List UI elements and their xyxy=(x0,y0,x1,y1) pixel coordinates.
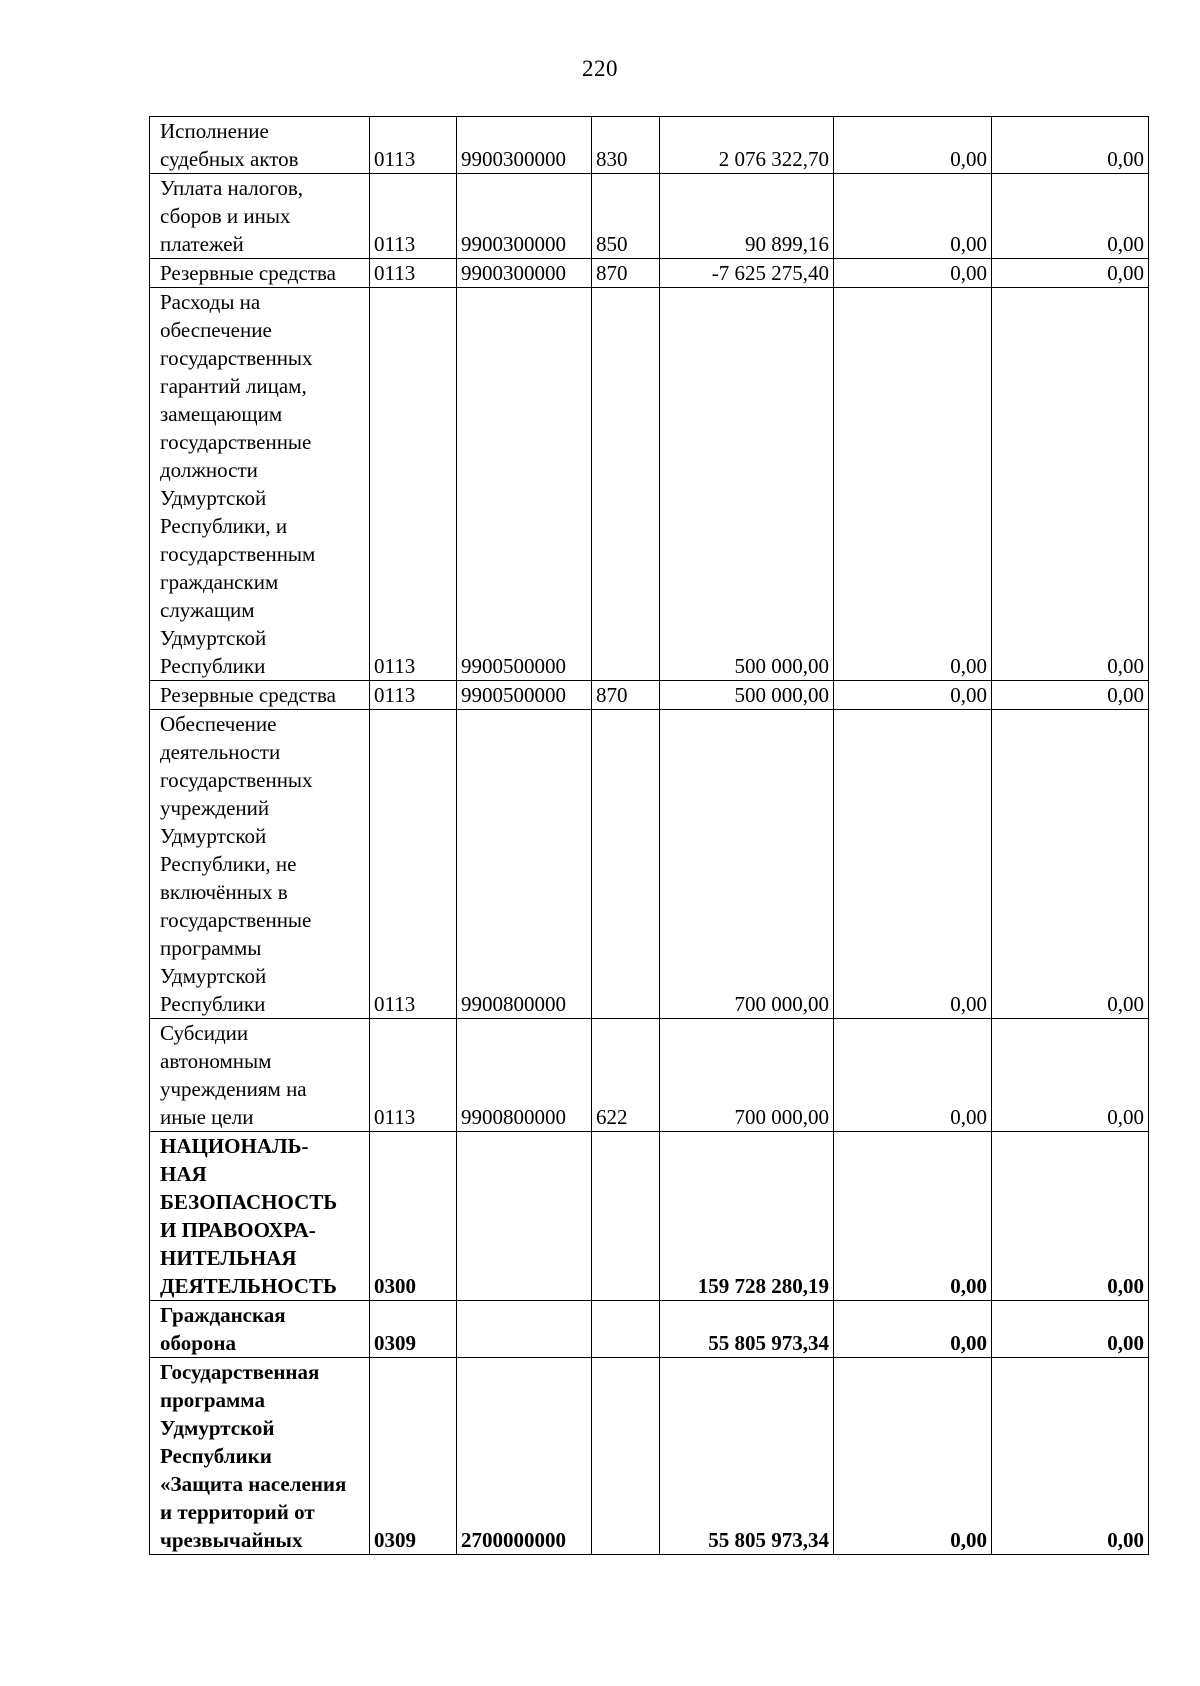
target-article-code: 9900800000 xyxy=(457,710,592,1019)
table-row xyxy=(150,174,1149,259)
row-name xyxy=(150,1019,370,1132)
target-article-code xyxy=(457,1301,592,1358)
expense-type-code: 870 xyxy=(592,681,660,710)
row-name xyxy=(150,1132,370,1301)
row-name-line: должности xyxy=(160,458,258,482)
expense-type-code xyxy=(592,288,660,681)
row-name-line: автономным xyxy=(160,1049,272,1073)
row-name xyxy=(150,117,370,174)
row-name-line: Удмуртской xyxy=(160,1416,275,1440)
row-name-line: Республики, не xyxy=(160,852,297,876)
amount-current-year: 700 000,00 xyxy=(660,1019,834,1132)
row-name xyxy=(150,1301,370,1358)
target-article-code: 9900500000 xyxy=(457,681,592,710)
row-name xyxy=(150,288,370,681)
section-code: 0113 xyxy=(370,710,457,1019)
section-code: 0113 xyxy=(370,174,457,259)
expense-type-code xyxy=(592,1358,660,1555)
row-name-line: платежей xyxy=(160,232,244,256)
row-name-line: Обеспечение xyxy=(160,712,277,736)
row-name-line: Удмуртской xyxy=(160,824,267,848)
amount-year-after: 0,00 xyxy=(992,710,1149,1019)
amount-next-year: 0,00 xyxy=(834,1132,992,1301)
row-name-line: сборов и иных xyxy=(160,204,291,228)
expense-type-code: 850 xyxy=(592,174,660,259)
row-name-line: НАЦИОНАЛЬ- xyxy=(160,1134,309,1158)
section-code: 0309 xyxy=(370,1358,457,1555)
amount-year-after: 0,00 xyxy=(992,681,1149,710)
amount-current-year: 500 000,00 xyxy=(660,681,834,710)
amount-next-year: 0,00 xyxy=(834,1019,992,1132)
amount-year-after: 0,00 xyxy=(992,1019,1149,1132)
amount-year-after: 0,00 xyxy=(992,288,1149,681)
target-article-code: 9900800000 xyxy=(457,1019,592,1132)
row-name-line: судебных актов xyxy=(160,147,299,171)
amount-year-after: 0,00 xyxy=(992,174,1149,259)
row-name xyxy=(150,710,370,1019)
row-name-line: И ПРАВООХРА- xyxy=(160,1218,316,1242)
row-name-line: обеспечение xyxy=(160,318,272,342)
expense-type-code xyxy=(592,1301,660,1358)
row-name-line: Гражданская xyxy=(160,1303,286,1327)
row-name-line: государственным xyxy=(160,542,316,566)
section-code: 0309 xyxy=(370,1301,457,1358)
amount-next-year: 0,00 xyxy=(834,681,992,710)
amount-current-year: 500 000,00 xyxy=(660,288,834,681)
amount-year-after: 0,00 xyxy=(992,1132,1149,1301)
row-name-line: и территорий от xyxy=(160,1500,315,1524)
amount-current-year: 2 076 322,70 xyxy=(660,117,834,174)
row-name-line: Удмуртской xyxy=(160,964,267,988)
section-code: 0113 xyxy=(370,259,457,288)
row-name xyxy=(150,174,370,259)
target-article-code: 9900300000 xyxy=(457,174,592,259)
row-name-line: программы xyxy=(160,936,262,960)
table-row xyxy=(150,1019,1149,1132)
row-name-line: гарантий лицам, xyxy=(160,374,307,398)
row-name-line: БЕЗОПАСНОСТЬ xyxy=(160,1190,338,1214)
row-name-line: государственных xyxy=(160,768,313,792)
target-article-code: 9900500000 xyxy=(457,288,592,681)
row-name-line: Удмуртской xyxy=(160,486,267,510)
row-name-line: Республики xyxy=(160,992,266,1016)
amount-next-year: 0,00 xyxy=(834,710,992,1019)
row-name-line: Республики, и xyxy=(160,514,288,538)
row-name-line: Республики xyxy=(160,654,266,678)
row-name-line: государственные xyxy=(160,430,312,454)
amount-next-year: 0,00 xyxy=(834,1301,992,1358)
amount-current-year: 55 805 973,34 xyxy=(660,1301,834,1358)
expense-type-code: 830 xyxy=(592,117,660,174)
expense-type-code xyxy=(592,1132,660,1301)
row-name-line: оборона xyxy=(160,1331,237,1355)
row-name-line: НИТЕЛЬНАЯ xyxy=(160,1246,297,1270)
row-name-line: Резервные средства xyxy=(160,261,336,285)
row-name xyxy=(150,1358,370,1555)
row-name-line: чрезвычайных xyxy=(160,1528,303,1552)
target-article-code: 2700000000 xyxy=(457,1358,592,1555)
row-name-line: «Защита населения xyxy=(160,1472,347,1496)
row-name-line: Государственная xyxy=(160,1360,320,1384)
row-name-line: Субсидии xyxy=(160,1021,249,1045)
row-name xyxy=(150,259,370,288)
amount-year-after: 0,00 xyxy=(992,259,1149,288)
target-article-code: 9900300000 xyxy=(457,259,592,288)
row-name-line: гражданским xyxy=(160,570,279,594)
amount-year-after: 0,00 xyxy=(992,117,1149,174)
section-code: 0300 xyxy=(370,1132,457,1301)
row-name-line: государственных xyxy=(160,346,313,370)
row-name-line: служащим xyxy=(160,598,255,622)
target-article-code xyxy=(457,1132,592,1301)
table-row xyxy=(150,259,1149,288)
target-article-code: 9900300000 xyxy=(457,117,592,174)
amount-next-year: 0,00 xyxy=(834,1358,992,1555)
amount-current-year: 90 899,16 xyxy=(660,174,834,259)
table-row xyxy=(150,1358,1149,1555)
row-name-line: деятельности xyxy=(160,740,281,764)
row-name-line: Резервные средства xyxy=(160,683,336,707)
amount-year-after: 0,00 xyxy=(992,1358,1149,1555)
row-name xyxy=(150,681,370,710)
row-name-line: Расходы на xyxy=(160,290,261,314)
expense-type-code xyxy=(592,710,660,1019)
table-row xyxy=(150,1301,1149,1358)
expense-type-code: 622 xyxy=(592,1019,660,1132)
amount-next-year: 0,00 xyxy=(834,259,992,288)
row-name-line: замещающим xyxy=(160,402,283,426)
amount-current-year: 700 000,00 xyxy=(660,710,834,1019)
section-code: 0113 xyxy=(370,117,457,174)
amount-next-year: 0,00 xyxy=(834,174,992,259)
amount-current-year: 159 728 280,19 xyxy=(660,1132,834,1301)
table-row xyxy=(150,710,1149,1019)
table-body xyxy=(150,117,1149,1555)
amount-current-year: -7 625 275,40 xyxy=(660,259,834,288)
section-code: 0113 xyxy=(370,1019,457,1132)
budget-table xyxy=(149,116,1149,1555)
row-name-line: Удмуртской xyxy=(160,626,267,650)
table-row xyxy=(150,288,1149,681)
amount-next-year: 0,00 xyxy=(834,117,992,174)
expense-type-code: 870 xyxy=(592,259,660,288)
row-name-line: Уплата налогов, xyxy=(160,176,304,200)
row-name-line: НАЯ xyxy=(160,1162,207,1186)
row-name-line: Исполнение xyxy=(160,119,269,143)
table-row xyxy=(150,1132,1149,1301)
row-name-line: Республики xyxy=(160,1444,272,1468)
row-name-line: включённых в xyxy=(160,880,288,904)
row-name-line: учреждениям на xyxy=(160,1077,307,1101)
table-row xyxy=(150,681,1149,710)
amount-current-year: 55 805 973,34 xyxy=(660,1358,834,1555)
row-name-line: иные цели xyxy=(160,1105,254,1129)
row-name-line: ДЕЯТЕЛЬНОСТЬ xyxy=(160,1274,337,1298)
row-name-line: учреждений xyxy=(160,796,270,820)
section-code: 0113 xyxy=(370,288,457,681)
page-number: 220 xyxy=(582,56,618,81)
row-name-line: государственные xyxy=(160,908,312,932)
amount-next-year: 0,00 xyxy=(834,288,992,681)
row-name-line: программа xyxy=(160,1388,265,1412)
amount-year-after: 0,00 xyxy=(992,1301,1149,1358)
section-code: 0113 xyxy=(370,681,457,710)
table-row xyxy=(150,117,1149,174)
